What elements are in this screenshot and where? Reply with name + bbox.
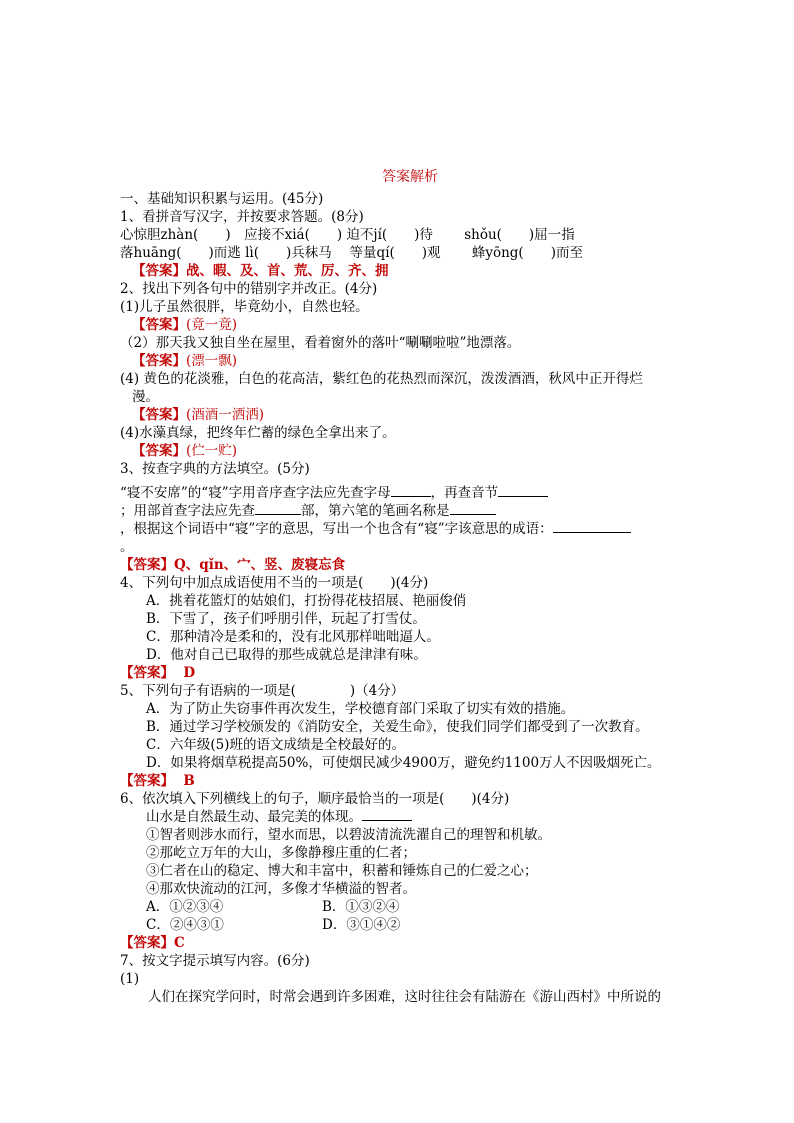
q6-item-3: ③仁者在山的稳定、博大和丰富中，积蓄和锤炼自己的仁爱之心； <box>146 863 538 879</box>
q2-answer-3 <box>120 406 680 424</box>
fill-blank <box>255 502 301 515</box>
answer-text: B <box>183 773 195 789</box>
answer-tag: 【答案】 <box>132 443 186 459</box>
q6-option-c: C．②④③① <box>146 917 224 933</box>
q2-sentence-3-cont: 漫。 <box>132 389 159 405</box>
answer-text: (酒酒一洒洒) <box>186 407 265 423</box>
fill-blank <box>498 484 548 497</box>
fill-blank <box>553 520 631 533</box>
fill-blank <box>391 484 431 497</box>
q1-answer <box>120 262 680 280</box>
q5-option-d: D．如果将烟草税提高50%，可使烟民减少4900万，避免约1100万人不因吸烟死亡。 <box>146 755 661 771</box>
q2-sentence-3: (4) 黄色的花淡雅，白色的花高洁，紫红色的花热烈而深沉，泼泼酒酒，秋风中正开得烂 <box>120 371 643 387</box>
q3-stem: 3、按查字典的方法填空。(5分) <box>120 461 310 477</box>
answer-text: (伫一贮) <box>186 443 238 459</box>
answer-tag: 【答案】 <box>132 407 186 423</box>
answer-tag: 【答案】 <box>120 665 174 681</box>
q4-option-a: A．挑着花篮灯的姑娘们，打扮得花枝招展、艳丽俊俏 <box>146 593 467 609</box>
q6-options-cd <box>120 916 680 934</box>
q7-subnumber: (1) <box>120 971 140 987</box>
q6-option-b: B．①③②④ <box>322 899 400 915</box>
answer-text: (竟一竟) <box>186 317 238 333</box>
q6-options-ab <box>120 898 680 916</box>
q6-item-4: ④那欢快流动的江河，多像才华横溢的智者。 <box>146 881 416 897</box>
q7-stem: 7、按文字提示填写内容。(6分) <box>120 953 310 969</box>
answer-text: Q、qǐn、宀、竖、废寝忘食 <box>174 557 346 573</box>
q4-option-d: D．他对自己已取得的那些成就总是津津有味。 <box>146 647 427 663</box>
q4-option-c: C．那种清冷是柔和的，没有北风那样咄咄逼人。 <box>146 629 440 645</box>
answer-text: D <box>183 665 196 681</box>
q3-text: ，根据这个词语中“寝”字的意思，写出一个也含有“寝”字该意思的成语： <box>120 521 553 537</box>
q2-answer-2 <box>120 352 680 370</box>
q2-stem: 2、找出下列各句中的错别字并改正。(4分) <box>120 281 378 297</box>
q6-option-a: A．①②③④ <box>146 899 224 915</box>
q1-stem: 1、看拼音写汉字，并按要求答题。(8分) <box>120 209 364 225</box>
q6-item-1: ①智者则涉水而行，望水而思，以碧波清流洗濯自己的理智和机敏。 <box>146 827 551 843</box>
q3-text: ；用部首查字法应先查 <box>120 503 255 519</box>
q5-answer <box>120 772 680 790</box>
q1-row2: 落huāng( )而逃 lì( )兵秣马 等量qí( )观 蜂yōng( )而至 <box>120 245 583 261</box>
q2-sentence-4: (4)水藻真绿，把终年伫蓄的绿色全拿出来了。 <box>120 425 396 441</box>
q2-answer-1 <box>120 316 680 334</box>
q3-text: “寝不安席”的“寝”字用音序查字法应先查字母 <box>120 485 391 501</box>
answer-tag: 【答案】 <box>132 353 186 369</box>
q6-option-d: D．③①④② <box>322 917 401 933</box>
q3-line-1 <box>120 484 680 502</box>
answer-text: C <box>174 935 185 951</box>
page-title: 答案解析 <box>382 169 438 185</box>
q5-stem: 5、下列句子有语病的一项是( )（4分） <box>120 683 405 699</box>
q3-text: 部，第六笔的笔画名称是 <box>301 503 450 519</box>
q3-line-3 <box>120 520 680 538</box>
section-heading: 一、基础知识积累与运用。(45分) <box>120 191 324 207</box>
q1-row1: 心惊胆zhàn( ) 应接不xiá( ) 迫不jí( )待 shǒu( )屈一指 <box>120 227 575 243</box>
q3-answer <box>120 556 680 574</box>
q2-sentence-2: （2）那天我又独自坐在屋里，看着窗外的落叶“唰唰啦啦”地漂落。 <box>120 335 521 351</box>
q6-lead-text: 山水是自然最生动、最完美的体现。 <box>146 809 362 825</box>
q2-answer-4 <box>120 442 680 460</box>
q6-answer <box>120 934 680 952</box>
answer-tag: 【答案】 <box>132 317 186 333</box>
q3-line-2 <box>120 502 680 520</box>
answer-tag: 【答案】 <box>120 557 174 573</box>
q2-sentence-1: (1)儿子虽然很胖，毕竟幼小，自然也轻。 <box>120 299 369 315</box>
q3-line-4: 。 <box>120 539 134 555</box>
q5-option-c: C．六年级(5)班的语文成绩是全校最好的。 <box>146 737 405 753</box>
answer-tag: 【答案】 <box>120 773 174 789</box>
q4-stem: 4、下列句中加点成语使用不当的一项是( )(4分) <box>120 575 429 591</box>
fill-blank <box>450 502 496 515</box>
q4-answer <box>120 664 680 682</box>
answer-tag: 【答案】 <box>132 263 186 279</box>
answer-page <box>120 168 680 1006</box>
q6-stem: 6、依次填入下列横线上的句子，顺序最恰当的一项是( )(4分) <box>120 791 510 807</box>
q7-text: 人们在探究学问时，时常会遇到许多困难，这时往往会有陆游在《游山西村》中所说的 <box>148 989 661 1005</box>
q6-item-2: ②那屹立万年的大山，多像静穆庄重的仁者； <box>146 845 416 861</box>
q6-lead <box>120 808 680 826</box>
q4-option-b: B．下雪了，孩子们呼朋引伴，玩起了打雪仗。 <box>146 611 426 627</box>
q5-option-a: A．为了防止失窃事件再次发生，学校德育部门采取了切实有效的措施。 <box>146 701 575 717</box>
answer-tag: 【答案】 <box>120 935 174 951</box>
answer-text: 战、暇、及、首、荒、厉、齐、拥 <box>186 263 389 279</box>
fill-blank <box>362 808 412 821</box>
q5-option-b: B．通过学习学校颁发的《消防安全，关爱生命》，使我们同学们都受到了一次教育。 <box>146 719 649 735</box>
answer-text: (漂一飘) <box>186 353 238 369</box>
q3-text: ，再查音节 <box>430 485 499 501</box>
